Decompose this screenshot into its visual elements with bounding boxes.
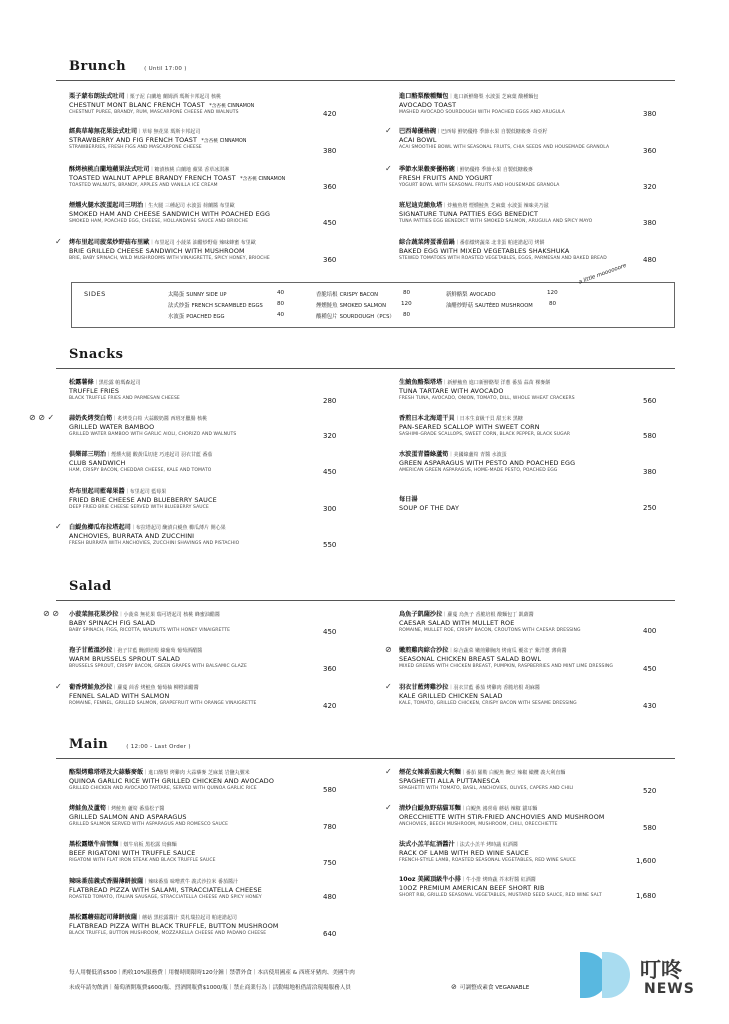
salad-divider: [56, 600, 675, 601]
item-desc-zh: ｜黑松露 帕瑪森起司: [93, 380, 141, 386]
item-name-en: GRILLED WATER BAMBOO: [69, 423, 155, 431]
menu-item: [69, 200, 359, 230]
item-price: 480: [643, 256, 657, 264]
item-name-zh: 清炒白鯷魚野菇貓耳麵: [399, 805, 461, 812]
side-name-zh: 新鮮酪梨: [446, 292, 468, 298]
item-name-en: WARM BRUSSELS SPROUT SALAD: [69, 655, 181, 663]
item-name-en: FENNEL SALAD WITH SALMON: [69, 692, 170, 700]
menu-item: [399, 413, 639, 443]
side-item: [168, 301, 263, 309]
menu-item: [399, 200, 639, 230]
side-price: 120: [401, 301, 412, 307]
item-desc-en: ROMAINE, FENNEL, GRILLED SALMON, GRAPEFRUIT WITH ORANGE VINAIGRETTE: [69, 701, 257, 706]
footer-policy-line1: 每人用餐低消$500｜酌收10%服務費｜用餐時間限時120分鐘｜禁帶外食｜本店使用國產 & 西班牙豬肉、美國牛肉: [69, 970, 355, 976]
menu-item: [69, 876, 359, 906]
item-price: 380: [643, 110, 657, 118]
side-name-en: SAUTÉED MUSHROOM: [474, 303, 533, 309]
salad-header: [69, 579, 112, 594]
item-desc-en: HAM, CRISPY BACON, CHEDDAR CHEESE, KALE AND TOMATO: [69, 468, 212, 473]
item-desc-en: RIGATONI WITH FLAT IRON STEAK AND BLACK TRUFFLE SAUCE: [69, 858, 216, 863]
menu-item: [69, 126, 359, 156]
item-name-zh: 俱樂部三明治: [69, 451, 107, 458]
menu-item: [399, 494, 639, 518]
item-price: 360: [323, 183, 337, 191]
item-desc-en: YOGURT BOWL WITH SEASONAL FRUITS AND HOUSEMADE GRANOLA: [399, 183, 560, 188]
vegan-leaf-icon: ✓: [55, 682, 62, 691]
item-desc-en: BLACK TRUFFLE FRIES AND PARMESAN CHEESE: [69, 396, 180, 401]
item-price: 1,680: [636, 892, 657, 900]
side-price: 80: [277, 301, 285, 307]
side-name-en: SOURDOUGH（PCS）: [339, 314, 395, 320]
item-name-zh: 綜合蔬菜烤蛋番茄鍋: [399, 239, 455, 246]
item-name-zh: 烤布里起司菠菜炒野菇布里歐: [69, 239, 150, 246]
item-price: 450: [323, 628, 337, 636]
item-desc-en: BABY SPINACH, FIGS, RICOTTA, WALNUTS WITH HONEY VINAIGRETTE: [69, 628, 231, 633]
item-name-zh: 白鯷魚櫛瓜布拉塔起司: [69, 524, 131, 531]
main-title: Main: [69, 737, 109, 752]
item-desc-en: BRIE, BABY SPINACH, WILD MUSHROOMS WITH VINAIGRETTE, SPICY HONEY, BRIOCHE: [69, 256, 270, 261]
item-price: 550: [323, 541, 337, 549]
vegan-leaf-icon: ✓: [55, 522, 62, 531]
item-desc-en: ANCHOVIES, BEECH MUSHROOM, MUSHROOM, CHILI, ORECCHIETTE: [399, 822, 558, 827]
item-price: 450: [323, 468, 337, 476]
item-desc-en: GRILLED WATER BAMBOO WITH GARLIC AIOLI, CHORIZO AND WALNUTS: [69, 432, 237, 437]
item-desc-en: CHESTNUT PUREE, BRANDY, RUM, MASCARPONE CHEESE AND WALNUTS: [69, 110, 239, 115]
logo-text-zh: 叮咚: [640, 958, 682, 982]
vegan-leaf-icon: ✓: [385, 682, 392, 691]
item-name-en: 10OZ PREMIUM AMERICAN BEEF SHORT RIB: [399, 884, 545, 892]
side-item: [446, 290, 496, 298]
menu-item: [55, 237, 359, 267]
item-name-zh: 每日湯: [399, 496, 418, 503]
item-desc-zh: ｜小菠菜 無花果 瑞可塔起司 核桃 蜂蜜油醋醬: [118, 612, 220, 618]
side-name-zh: 油醋炒野菇: [446, 303, 473, 309]
item-name-en: BABY SPINACH FIG SALAD: [69, 619, 156, 627]
item-name-en: PAN-SEARED SCALLOP WITH SWEET CORN: [399, 423, 540, 431]
side-name-en: CRISPY BACON: [339, 292, 379, 298]
item-desc-en: FRENCH-STYLE LAMB, ROASTED SEASONAL VEGETABLES, RED WINE SAUCE: [399, 858, 576, 863]
item-name-en: AVOCADO TOAST: [399, 101, 457, 109]
item-desc-zh: ｜蘑菇 黑松露醬汁 莫札瑞拉起司 帕達諾起司: [137, 915, 237, 921]
snacks-divider: [56, 368, 675, 369]
item-name-zh: 辣味番茄義式香腸薄餅披薩: [69, 878, 144, 885]
menu-item: [399, 91, 639, 121]
side-item: [316, 312, 395, 320]
menu-item: [29, 413, 359, 443]
item-desc-en: SHORT RIB, GRILLED SEASONAL VEGETABLES, MUSTARD SEED SAUCE, RED WINE SALT: [399, 893, 602, 898]
logo-shape-front: [602, 952, 630, 998]
side-name-en: SUNNY SIDE UP: [186, 292, 227, 298]
item-name-en: ORECCHIETTE WITH STIR-FRIED ANCHOVIES AND MUSHROOM: [399, 813, 605, 821]
item-name-en: FLATBREAD PIZZA WITH BLACK TRUFFLE, BUTTON MUSHROOM: [69, 922, 279, 930]
item-desc-zh: ｜布拉塔起司 醃漬白鯷魚 櫛瓜薄片 開心果: [130, 525, 226, 531]
brunch-header: [69, 59, 187, 74]
vegan-leaf-icon: ✓: [385, 126, 392, 135]
side-price: 120: [547, 290, 558, 296]
item-desc-zh: ｜綜合蔬菜 嫩煎雞胸肉 烤南瓜 覆盆子 紫洋蔥 薄荷醬: [448, 648, 567, 654]
side-item: [446, 301, 533, 309]
item-name-zh: 酥烤核桃白蘭地蘋果法式吐司: [69, 166, 150, 173]
menu-item: [43, 609, 359, 639]
item-price: 360: [323, 256, 337, 264]
item-desc-en: TOASTED WALNUTS, BRANDY, APPLES AND VANILLA ICE CREAM: [69, 183, 218, 188]
menu-item: [385, 126, 639, 156]
item-desc-en: FRESH BURRATA WITH ANCHOVIES, ZUCCHINI SHAVINGS AND PISTACHIO: [69, 541, 240, 546]
menu-item: [69, 449, 359, 479]
little-more-note: a little moooooore: [578, 262, 628, 286]
item-desc-zh: ｜美國綠蘆筍 青醬 水波蛋: [448, 452, 507, 458]
item-desc-zh: ｜孢子甘藍 醃漬培根 綠葡萄 葡萄酒醋醬: [112, 648, 203, 654]
salad-title: Salad: [69, 579, 112, 594]
item-name-en: KALE GRILLED CHICKEN SALAD: [399, 692, 503, 700]
menu-item: [385, 645, 639, 675]
item-desc-en: BRUSSELS SPROUT, CRISPY BACON, GREEN GRAPES WITH BALSAMIC GLAZE: [69, 664, 247, 669]
item-name-en: FRESH FRUITS AND YOGURT: [399, 174, 493, 182]
side-item: [316, 290, 378, 298]
item-desc-zh: ｜羽衣甘藍 番茄 烤雞肉 香脆培根 胡麻醬: [448, 685, 540, 691]
item-price: 380: [643, 219, 657, 227]
item-name-zh: 烤鮭魚及蘆筍: [69, 805, 107, 812]
vegan-legend-text: 可調整成素食 VEGANABLE: [459, 985, 530, 991]
item-name-en: QUINOA GARLIC RICE WITH GRILLED CHICKEN AND AVOCADO: [69, 777, 275, 785]
item-price: 430: [643, 702, 657, 710]
side-name-en: FRENCH SCRAMBLED EGGS: [191, 303, 263, 309]
menu-item: [399, 237, 639, 267]
item-price: 420: [323, 110, 337, 118]
vegan-leaf-icon: ⊘ ⊘ ✓: [29, 413, 55, 422]
item-note: *含杏桃 CINNAMON: [201, 139, 247, 144]
item-price: 380: [643, 468, 657, 476]
menu-item: [399, 377, 639, 407]
item-name-zh: 黑松露燉牛肩管麵: [69, 841, 119, 848]
menu-item: [385, 803, 639, 833]
menu-item: [399, 874, 639, 904]
item-desc-zh: ｜進口新鮮酪梨 水波蛋 芝麻葉 酸種麵包: [448, 94, 539, 100]
item-price: 400: [643, 627, 657, 635]
item-name-zh: 水波蛋青醬綠蘆筍: [399, 451, 449, 458]
item-price: 380: [323, 147, 337, 155]
vegan-leaf-icon: ⊘ ⊘: [43, 609, 59, 618]
item-name-en: RACK OF LAMB WITH RED WINE SAUCE: [399, 849, 529, 857]
item-name-en: STRAWBERRY AND FIG FRENCH TOAST: [69, 136, 197, 144]
item-name-zh: 黑松露蘑菇起司薄餅披薩: [69, 914, 138, 921]
item-name-zh: 10oz 美國頂級牛小排: [399, 876, 461, 883]
logo-text-en: NEWS: [644, 981, 695, 997]
menu-item: [69, 377, 359, 407]
item-desc-zh: ｜糖漬核桃 白蘭地 蘋果 香草冰淇淋: [149, 167, 230, 173]
item-price: 280: [323, 397, 337, 405]
item-name-zh: 蒜奶炙烤茭白筍: [69, 415, 113, 422]
side-name-zh: 酸種包片: [316, 314, 338, 320]
item-name-en: TRUFFLE FRIES: [69, 387, 120, 395]
item-price: 520: [643, 787, 657, 795]
vegan-leaf-icon: ⊘: [451, 983, 457, 991]
item-name-en: GREEN ASPARAGUS WITH PESTO AND POACHED EGG: [399, 459, 576, 467]
item-price: 560: [643, 397, 657, 405]
item-name-en: CHESTNUT MONT BLANC FRENCH TOAST: [69, 101, 205, 109]
item-desc-en: SASHIMI-GRADE SCALLOPS, SWEET CORN, BLACK PEPPER, BLACK SUGAR: [399, 432, 571, 437]
menu-item: [69, 839, 359, 869]
side-item: [316, 301, 386, 309]
item-name-zh: 煙花女辣番茄義大利麵: [399, 769, 461, 776]
side-price: 80: [403, 312, 411, 318]
sides-box: [71, 282, 675, 328]
vegan-leaf-icon: ✓: [385, 164, 392, 173]
item-desc-en: ROMAINE, MULLET ROE, CRISPY BACON, CROUTONS WITH CAESAR DRESSING: [399, 628, 581, 633]
side-price: 40: [277, 290, 285, 296]
item-desc-zh: ｜辣味番茄 味噌煮牛 義式沙拉米 番茄醬汁: [143, 879, 239, 885]
item-name-en: SEASONAL CHICKEN BREAST SALAD BOWL: [399, 655, 542, 663]
item-desc-zh: ｜炙烤茭白筍 大蒜酸奶醬 西班牙臘腸 核桃: [112, 416, 208, 422]
item-price: 320: [323, 432, 337, 440]
item-name-en: FLATBREAD PIZZA WITH SALAMI, STRACCIATELLA CHEESE: [69, 886, 262, 894]
item-desc-zh: ｜栗子泥 白蘭地 蘭姆酒 瑪斯卡邦起司 核桃: [124, 94, 222, 100]
side-name-zh: 煙燻鮭魚: [316, 303, 338, 309]
item-name-en: ANCHOVIES, BURRATA AND ZUCCHINI: [69, 532, 195, 540]
item-name-zh: 經典草莓無花果法式吐司: [69, 128, 138, 135]
item-name-en: SMOKED HAM AND CHEESE SANDWICH WITH POACHED EGG: [69, 210, 271, 218]
menu-item: [399, 839, 639, 869]
menu-item: [69, 91, 359, 121]
item-desc-zh: ｜白鯷魚 鴻喜菇 蘑菇 辣椒 貓耳麵: [460, 806, 538, 812]
item-desc-zh: ｜布里起司 小菠菜 油醋炒野菇 辣味蜂蜜 布里歐: [149, 240, 256, 246]
item-name-en: TUNA TARTARE WITH AVOCADO: [399, 387, 504, 395]
item-name-zh: 法式小羔羊紅酒醬汁: [399, 841, 455, 848]
item-price: 360: [323, 665, 337, 673]
item-desc-zh: ｜蘿蔓 茴香 烤鮭魚 葡萄柚 柳橙油醋醬: [112, 685, 199, 691]
item-name-en: CLUB SANDWICH: [69, 459, 126, 467]
item-price: 580: [643, 824, 657, 832]
item-desc-en: ROASTED TOMATO, ITALIAN SAUSAGE, STRACCIATELLA CHEESE AND SPICY HONEY: [69, 895, 262, 900]
item-price: 450: [643, 665, 657, 673]
item-name-zh: 季節水果穀麥優格碗: [399, 166, 455, 173]
side-price: 40: [277, 312, 285, 318]
item-desc-zh: ｜草莓 無花果 瑪斯卡邦起司: [137, 129, 201, 135]
item-name-zh: 巴西莓優格碗: [399, 128, 437, 135]
item-name-en: TOASTED WALNUT APPLE BRANDY FRENCH TOAST: [69, 174, 236, 182]
item-desc-zh: ｜燉牛肩板 黑松露 烏蘇麵: [118, 842, 177, 848]
menu-item: [399, 449, 639, 479]
brunch-title: Brunch: [69, 59, 127, 74]
item-desc-zh: ｜新鮮鮪魚 進口新鮮酪梨 洋蔥 番茄 蒜苗 裸麥餅: [442, 380, 551, 386]
item-desc-zh: ｜番茄 羅勒 白鯷魚 醃豆 辣椒 橄欖 義大利直麵: [460, 770, 566, 776]
brunch-hours: ( Until 17:00 ): [144, 66, 187, 72]
side-item: [168, 290, 227, 298]
menu-item: [69, 486, 359, 516]
vegan-leaf-icon: ⊘: [385, 645, 392, 654]
item-name-en: GRILLED SALMON AND ASPARAGUS: [69, 813, 187, 821]
item-name-zh: 班尼迪克鮪魚塔: [399, 202, 443, 209]
snacks-title: Snacks: [69, 347, 124, 362]
item-desc-zh: ｜蘿蔓 烏魚子 香脆培根 酸麵包丁 凱薩醬: [442, 612, 534, 618]
vegan-leaf-icon: ✓: [385, 767, 392, 776]
main-divider: [56, 758, 675, 759]
item-name-en: BEEF RIGATONI WITH TRUFFLE SAUCE: [69, 849, 196, 857]
menu-item: [399, 609, 639, 639]
snacks-header: [69, 347, 124, 362]
item-price: 420: [323, 702, 337, 710]
item-desc-en: STEWED TOMATOES WITH ROASTED VEGETABLES, EGGS, PARMESAN AND BAKED BREAD: [399, 256, 607, 261]
main-hours: ( 12:00 - Last Order ): [126, 744, 191, 750]
item-desc-en: GRILLED SALMON SERVED WITH ASPARAGUS AND ROMESCO SAUCE: [69, 822, 229, 827]
vegan-leaf-icon: ✓: [385, 803, 392, 812]
item-price: 300: [323, 505, 337, 513]
item-desc-en: GRILLED CHICKEN AND AVOCADO TARTARE, SERVED WITH QUINOA GARLIC RICE: [69, 786, 257, 791]
item-desc-en: SMOKED HAM, POACHED EGG, CHEESE, HOLLANDAISE SAUCE AND BRIOCHE: [69, 219, 249, 224]
side-name-en: AVOCADO: [469, 292, 496, 298]
item-desc-zh: ｜鮮奶優格 季節水果 自製低糖穀麥: [454, 167, 533, 173]
item-desc-zh: ｜炸鮪魚塔 煙燻鮭魚 芝麻葉 水波蛋 辣味美乃滋: [442, 203, 549, 209]
side-name-zh: 法式炒蛋: [168, 303, 190, 309]
item-desc-zh: ｜法式小羔羊 烤時蔬 紅酒醬: [454, 842, 518, 848]
footer-policy-line2: 未成年請勿飲酒｜葡萄酒開瓶費$600/瓶、烈酒開瓶費$1000/瓶｜禁止商業行為｜活動場地租借請洽現場服務人員: [69, 985, 351, 991]
menu-item: [385, 682, 639, 712]
item-name-zh: 羽衣甘藍烤雞沙拉: [399, 684, 449, 691]
vegan-legend: [451, 983, 529, 991]
item-price: 450: [323, 219, 337, 227]
item-name-en: SPAGHETTI ALLA PUTTANESCA: [399, 777, 500, 785]
item-name-en: FRIED BRIE CHEESE AND BLUEBERRY SAUCE: [69, 496, 217, 504]
item-desc-en: ACAI SMOOTHIE BOWL WITH SEASONAL FRUITS, CHIA SEEDS AND HOUSEMADE GRANOLA: [399, 145, 610, 150]
vegan-leaf-icon: ✓: [55, 237, 62, 246]
menu-item: [69, 803, 359, 833]
item-price: 480: [323, 893, 337, 901]
item-name-zh: 酪梨烤雞塔塔及大蒜藜麥飯: [69, 769, 144, 776]
menu-item: [55, 682, 359, 712]
side-price: 80: [403, 290, 411, 296]
item-desc-zh: ｜牛小排 烤時蔬 芥末籽醬 紅酒醬: [460, 877, 536, 883]
item-desc-zh: ｜日本生食級干貝 甜玉米 黑糖: [454, 416, 523, 422]
item-desc-en: FRESH TUNA, AVOCADO, ONION, TOMATO, DILL, WHOLE WHEAT CRACKERS: [399, 396, 575, 401]
menu-item: [55, 522, 359, 552]
item-price: 320: [643, 183, 657, 191]
item-name-zh: 小菠菜無花果沙拉: [69, 611, 119, 618]
side-name-zh: 水波蛋: [168, 314, 185, 320]
menu-item: [69, 645, 359, 675]
side-name-en: POACHED EGG: [186, 314, 225, 320]
item-desc-zh: ｜生火腿 三種起司 水波蛋 荷蘭醬 布里歐: [143, 203, 235, 209]
side-item: [168, 312, 225, 320]
item-name-zh: 烏魚子凱薩沙拉: [399, 611, 443, 618]
menu-item: [69, 164, 359, 194]
item-name-zh: 煙燻火腿水波蛋起司三明治: [69, 202, 144, 209]
item-desc-en: SPAGHETTI WITH TOMATO, BASIL, ANCHOVIES, OLIVES, CAPERS AND CHILI: [399, 786, 574, 791]
menu-item: [385, 767, 639, 797]
item-name-zh: 栗子蒙布朗法式吐司: [69, 93, 125, 100]
main-header: [69, 737, 191, 752]
item-price: 1,600: [636, 857, 657, 865]
item-price: 360: [643, 147, 657, 155]
item-desc-en: BLACK TRUFFLE, BUTTON MUSHROOM, MOZZARELLA CHEESE AND PADANO CHEESE: [69, 931, 267, 936]
side-name-zh: 太陽蛋: [168, 292, 185, 298]
item-desc-en: DEEP FRIED BRIE CHEESE SERVED WITH BLUEBERRY SAUCE: [69, 505, 209, 510]
item-name-zh: 香煎日本北海道干貝: [399, 415, 455, 422]
item-name-zh: 炸布里起司藍莓果醬: [69, 488, 125, 495]
item-name-zh: 孢子甘藍溫沙拉: [69, 647, 113, 654]
side-name-en: SMOKED SALMON: [339, 303, 387, 309]
item-name-en: ACAI BOWL: [399, 136, 437, 144]
item-name-en: CAESAR SALAD WITH MULLET ROE: [399, 619, 515, 627]
item-name-zh: 松露薯條: [69, 379, 94, 386]
item-price: 580: [323, 786, 337, 794]
item-name-zh: 葡香烤鮭魚沙拉: [69, 684, 113, 691]
item-name-en: SOUP OF THE DAY: [399, 504, 460, 512]
item-desc-en: TUNA PATTIES EGG BENEDICT WITH SMOKED SALMON, ARUGULA AND SPICY MAYO: [399, 219, 593, 224]
item-desc-en: MIXED GREENS WITH CHICKEN BREAST, PUMPKIN, RASPBERRIES AND MINT LIME DRESSING: [399, 664, 613, 669]
item-name-zh: 生鮪魚酪梨塔塔: [399, 379, 443, 386]
item-price: 640: [323, 930, 337, 938]
item-price: 750: [323, 859, 337, 867]
item-desc-zh: ｜巴西莓 鮮奶優格 季節水果 自製低糖穀麥 奇亞籽: [436, 129, 548, 135]
item-desc-en: AMERICAN GREEN ASPARAGUS, HOME-MADE PESTO, POACHED EGG: [399, 468, 558, 473]
item-desc-en: MASHED AVOCADO SOURDOUGH WITH POACHED EGGS AND ARUGULA: [399, 110, 565, 115]
sides-label: SIDES: [84, 290, 106, 298]
menu-item: [69, 912, 359, 942]
item-name-en: SIGNATURE TUNA PATTIES EGG BENEDICT: [399, 210, 539, 218]
item-name-en: BAKED EGG WITH MIXED VEGETABLES SHAKSHUKA: [399, 247, 570, 255]
item-desc-en: KALE, TOMATO, GRILLED CHICKEN, CRISPY BACON WITH SESAME DRESSING: [399, 701, 577, 706]
item-name-en: BRIE GRILLED CHEESE SANDWICH WITH MUSHROOM: [69, 247, 245, 255]
item-price: 780: [323, 823, 337, 831]
side-name-zh: 香脆培根: [316, 292, 338, 298]
item-desc-zh: ｜進口酪梨 烤雞肉 大蒜藜麥 芝麻葉 岩鹽丸號米: [143, 770, 250, 776]
item-desc-zh: ｜布里起司 藍莓果: [124, 489, 167, 495]
item-name-zh: 進口酪梨酸種麵包: [399, 93, 449, 100]
menu-item: [385, 164, 639, 194]
side-price: 80: [549, 301, 557, 307]
item-price: 580: [643, 432, 657, 440]
item-desc-zh: ｜烤鮭魚 蘆筍 番茄松子醬: [106, 806, 165, 812]
item-desc-en: STRAWBERRIES, FRESH FIGS AND MASCARPONE CHEESE: [69, 145, 202, 150]
item-note: *含杏桃 CINNAMON: [209, 104, 255, 109]
item-note: *含杏桃 CINNAMON: [240, 177, 286, 182]
item-desc-zh: ｜煙燻火腿 酸黃瓜切達 巧達起司 羽衣甘藍 番茄: [106, 452, 213, 458]
item-price: 250: [643, 504, 657, 512]
item-name-zh: 嫩煎雞肉綜合沙拉: [399, 647, 449, 654]
brunch-divider: [56, 80, 675, 81]
item-desc-zh: ｜番茄燉烤蔬菜 北非蛋 帕達諾起司 烤餅: [454, 240, 545, 246]
